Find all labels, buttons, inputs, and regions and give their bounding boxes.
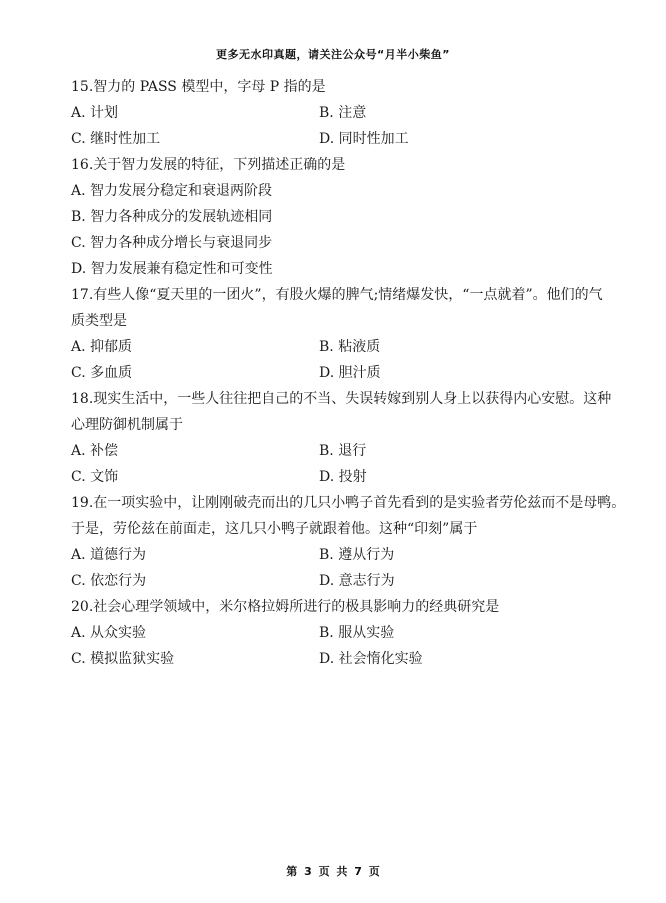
answer-option: B. 智力各种成分的发展轨迹相同 <box>71 209 273 225</box>
question-stem: 17.有些人像“夏天里的一团火”，有股火爆的脾气;情绪爆发快，“一点就着”。他们的气 <box>71 287 603 303</box>
question-block <box>71 594 611 672</box>
answer-option: C. 依恋行为 <box>71 573 147 589</box>
question-stem: 15.智力的 PASS 模型中，字母 P 指的是 <box>71 79 326 95</box>
option-row <box>71 620 611 646</box>
answer-option: A. 计划 <box>71 105 119 121</box>
answer-option: A. 智力发展分稳定和衰退两阶段 <box>71 183 273 199</box>
answer-option: C. 模拟监狱实验 <box>71 651 175 667</box>
question-block <box>71 282 611 386</box>
question-stem-continued: 心理防御机制属于 <box>71 417 183 433</box>
option-row <box>71 126 611 152</box>
question-stem: 18.现实生活中，一些人往往把自己的不当、失误转嫁到别人身上以获得内心安慰。这种 <box>71 391 612 407</box>
question-stem-continued: 于是，劳伦兹在前面走，这几只小鸭子就跟着他。这种“印刻”属于 <box>71 521 478 537</box>
answer-option: D. 同时性加工 <box>319 131 409 147</box>
option-row <box>71 334 611 360</box>
answer-option: B. 退行 <box>319 443 367 459</box>
question-block <box>71 490 626 594</box>
answer-option: D. 投射 <box>319 469 367 485</box>
answer-option: C. 继时性加工 <box>71 131 161 147</box>
answer-option: A. 补偿 <box>71 443 119 459</box>
option-row <box>71 646 611 672</box>
option-row <box>71 542 611 568</box>
option-row <box>71 464 611 490</box>
question-list <box>71 74 626 672</box>
page-header-notice: 更多无水印真题，请关注公众号“月半小柴鱼” <box>216 48 450 61</box>
answer-option: B. 注意 <box>319 105 367 121</box>
question-stem-continued: 质类型是 <box>71 313 127 329</box>
option-row <box>71 256 611 282</box>
question-block <box>71 386 611 490</box>
answer-option: C. 多血质 <box>71 365 133 381</box>
answer-option: A. 从众实验 <box>71 625 147 641</box>
answer-option: C. 智力各种成分增长与衰退同步 <box>71 235 273 251</box>
option-row <box>71 100 611 126</box>
answer-option: B. 服从实验 <box>319 625 395 641</box>
question-stem: 16.关于智力发展的特征，下列描述正确的是 <box>71 157 346 173</box>
option-row <box>71 438 611 464</box>
option-row <box>71 204 611 230</box>
question-stem: 19.在一项实验中，让刚刚破壳而出的几只小鸭子首先看到的是实验者劳伦兹而不是母鸭。 <box>71 495 626 511</box>
answer-option: D. 意志行为 <box>319 573 395 589</box>
answer-option: D. 智力发展兼有稳定性和可变性 <box>71 261 273 277</box>
option-row <box>71 360 611 386</box>
question-stem: 20.社会心理学领域中，米尔格拉姆所进行的极具影响力的经典研究是 <box>71 599 500 615</box>
answer-option: D. 社会惰化实验 <box>319 651 423 667</box>
question-block <box>71 152 611 282</box>
option-row <box>71 230 611 256</box>
answer-option: A. 道德行为 <box>71 547 147 563</box>
option-row <box>71 568 611 594</box>
answer-option: B. 遵从行为 <box>319 547 395 563</box>
answer-option: B. 粘液质 <box>319 339 381 355</box>
page-footer-number: 第 3 页 共 7 页 <box>286 865 380 878</box>
answer-option: A. 抑郁质 <box>71 339 133 355</box>
answer-option: C. 文饰 <box>71 469 119 485</box>
answer-option: D. 胆汁质 <box>319 365 381 381</box>
option-row <box>71 178 611 204</box>
question-block <box>71 74 611 152</box>
